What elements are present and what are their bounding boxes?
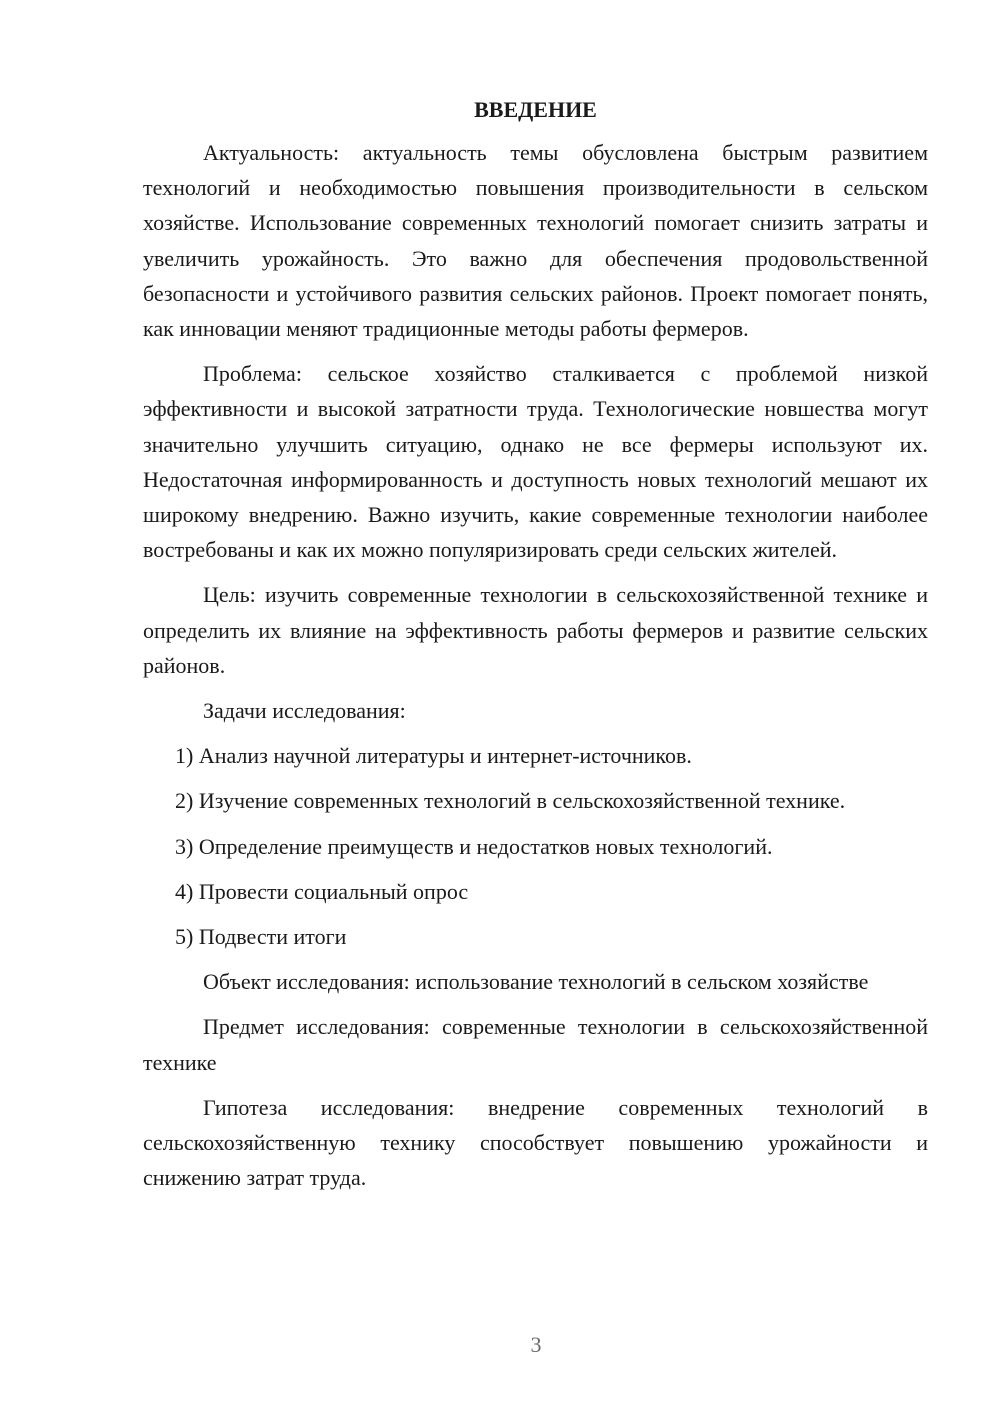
paragraph-object: Объект исследования: использование технологий в сельском хозяйстве	[203, 969, 869, 995]
page-content	[143, 92, 928, 1205]
task-item-4: 4) Провести социальный опрос	[175, 878, 469, 904]
task-item-3: 3) Определение преимуществ и недостатков новых технологий.	[175, 833, 773, 859]
paragraph-goal: Цель: изучить современные технологии в сельскохозяйственной технике и определить их влияние на эффективность работы фермеров и развитие сельских районов.	[143, 582, 928, 678]
paragraph-problem: Проблема: сельское хозяйство сталкивается с проблемой низкой эффективности и высокой затратности труда. Технологические новшества могут значительно улучшить ситуацию, однако не все фермеры используют их. Недостаточная информированность и доступность новых технологий мешают их широкому внедрению. Важно изучить, какие современные технологии наиболее востребованы и как их можно популяризировать среди сельских жителей.	[143, 361, 928, 563]
paragraph-hypothesis: Гипотеза исследования: внедрение современных технологий в сельскохозяйственную технику способствует повышению урожайности и снижению затрат труда.	[143, 1094, 928, 1191]
paragraph-subject: Предмет исследования: современные технологии в сельскохозяйственной технике	[143, 1014, 928, 1075]
task-item-5: 5) Подвести итоги	[175, 924, 347, 950]
section-heading: ВВЕДЕНИЕ	[474, 97, 597, 122]
paragraph-relevance: Актуальность: актуальность темы обусловлена быстрым развитием технологий и необходимостью повышения производительности в сельском хозяйстве. Использование современных технологий помогает снизить затраты и увеличить урожайность. Это важно для обеспечения продовольственной безопасности и устойчивого развития сельских районов. Проект помогает понять, как инновации меняют традиционные методы работы фермеров.	[143, 140, 928, 342]
page-number: 3	[530, 1332, 542, 1357]
task-item-1: 1) Анализ научной литературы и интернет-источников.	[175, 743, 692, 769]
task-item-2: 2) Изучение современных технологий в сельскохозяйственной технике.	[175, 788, 846, 814]
tasks-title: Задачи исследования:	[203, 698, 406, 724]
